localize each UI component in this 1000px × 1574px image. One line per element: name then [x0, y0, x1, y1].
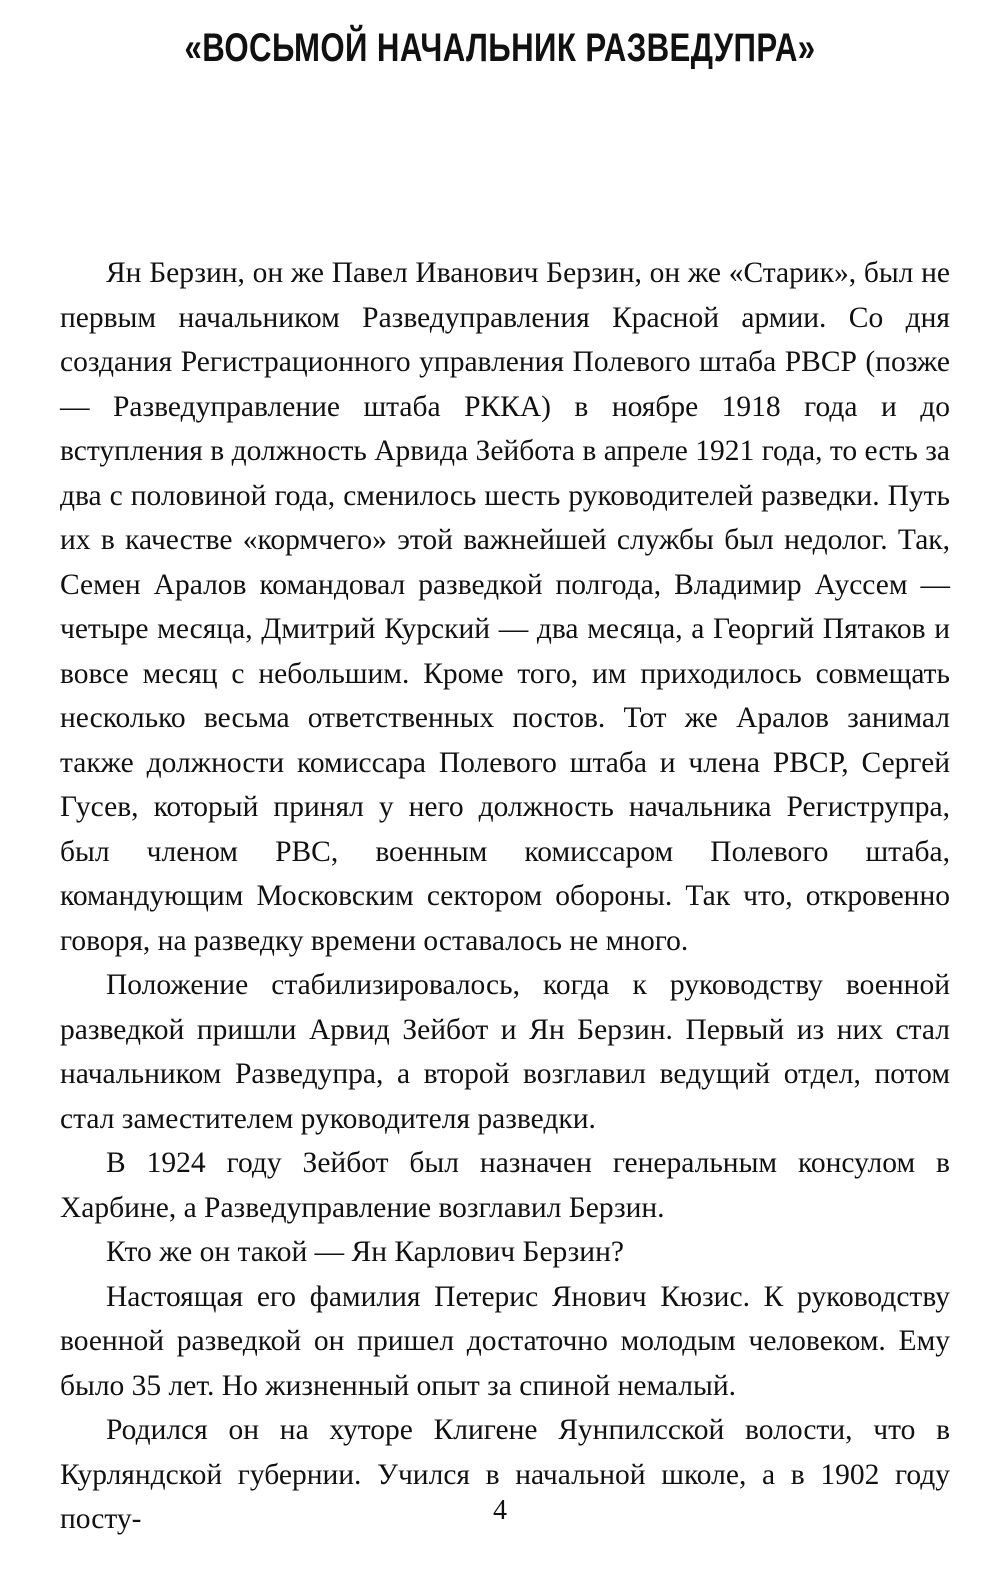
- page-number: 4: [493, 1495, 507, 1526]
- paragraph: Кто же он такой — Ян Карлович Берзин?: [106, 1236, 624, 1268]
- paragraph: В 1924 году Зейбот был назначен генеральным консулом в Харбине, а Разведуправление возглавил Берзин.: [60, 1147, 950, 1224]
- paragraph: Ян Берзин, он же Павел Иванович Берзин, он же «Старик», был не первым начальником Разведуправления Красной армии. Со дня создания Регистрационного управления Полевого штаба РВСР (позже — Разведуправление штаба РККА) в ноябре 1918 года и до вступления в должность Арвида Зейбота в апреле 1921 года, то есть за два с половиной года, сменилось шесть руководителей разведки. Путь их в качестве «кормчего» этой важнейшей службы был недолог. Так, Семен Аралов командовал разведкой полгода, Владимир Ауссем — четыре месяца, Дмитрий Курский — два месяца, а Георгий Пятаков и вовсе месяц с небольшим. Кроме того, им приходилось совмещать несколько весьма ответственных постов. Тот же Аралов занимал также должности комиссара Полевого штаба и члена РВСР, Сергей Гусев, который принял у него должность начальника Региструпра, был членом РВС, военным комиссаром Полевого штаба, командующим Московским сектором обороны. Так что, откровенно говоря, на разведку времени оставалось не много.: [60, 257, 950, 957]
- paragraph: Настоящая его фамилия Петерис Янович Кюзис. К руководству военной разведкой он пришел достаточно молодым человеком. Ему было 35 лет. Но жизненный опыт за спиной немалый.: [60, 1280, 950, 1402]
- body-text: [60, 251, 950, 1542]
- chapter-title: «ВОСЬМОЙ НАЧАЛЬНИК РАЗВЕДУПРА»: [184, 26, 816, 70]
- paragraph: Положение стабилизировалось, когда к руководству военной разведкой пришли Арвид Зейбот и Ян Берзин. Первый из них стал начальником Разведупра, а второй возглавил ведущий отдел, потом стал заместителем руководителя разведки.: [60, 969, 950, 1135]
- paragraph: Родился он на хуторе Клигене Яунпилсской волости, что в Курляндской губернии. Учился в начальной школе, а в 1902 году посту-: [60, 1414, 950, 1535]
